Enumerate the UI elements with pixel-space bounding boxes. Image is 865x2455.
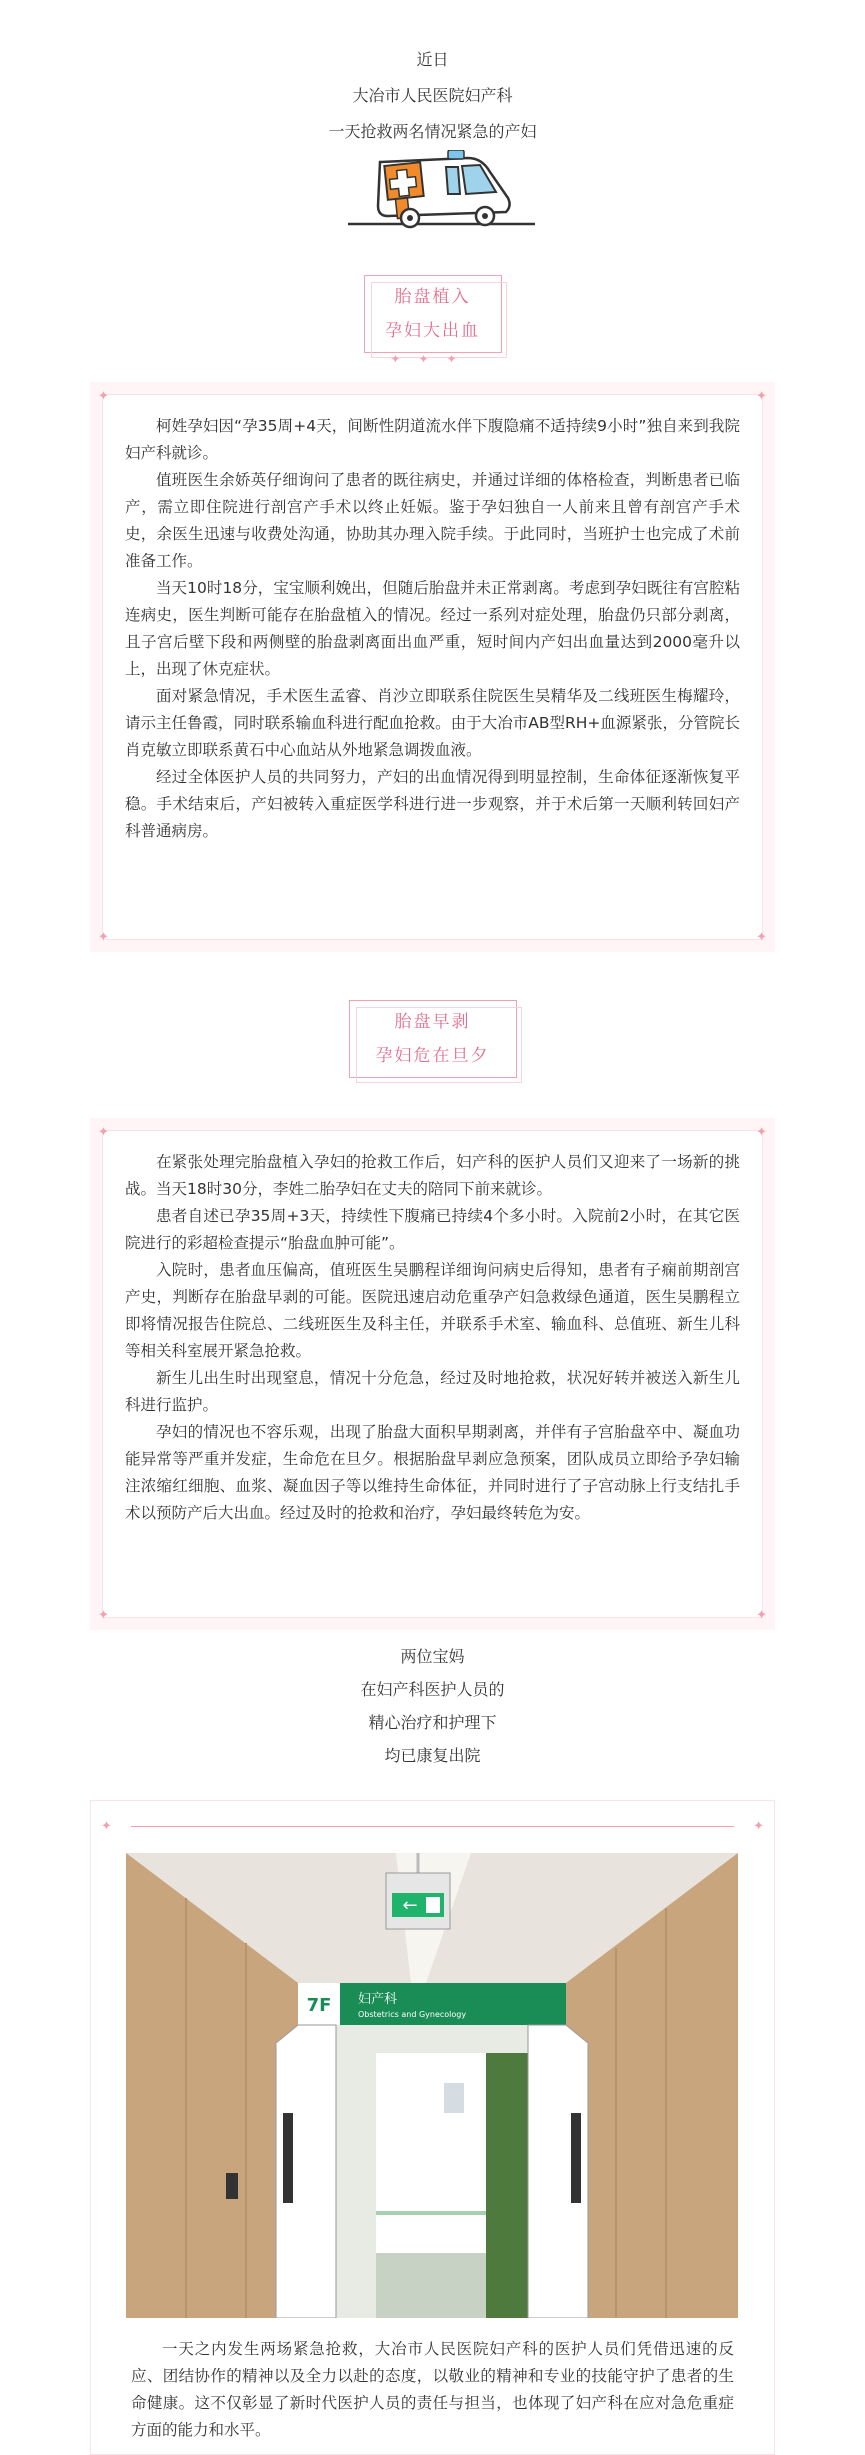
section2-title-line1: 胎盘早剥 bbox=[394, 1012, 471, 1032]
section1-paragraph: 经过全体医护人员的共同努力，产妇的出血情况得到明显控制，生命体征逐渐恢复平稳。手术结束后，产妇被转入重症医学科进行进一步观察，并于术后第一天顺利转回妇产科普通病房。 bbox=[125, 768, 740, 840]
intro-line-2: 大冶市人民医院妇产科 bbox=[352, 86, 513, 105]
section2-paragraph: 患者自述已孕35周+3天，持续性下腹痛已持续4个多小时。入院前2小时，在其它医院进行的彩超检查提示“胎盘血肿可能”。 bbox=[125, 1207, 740, 1252]
star-icon: ✦ bbox=[756, 930, 767, 945]
closing-line-1: 两位宝妈 bbox=[400, 1647, 465, 1666]
closing-line-4: 均已康复出院 bbox=[384, 1746, 481, 1765]
section2-card-inner bbox=[102, 1130, 763, 1618]
photo-illustration bbox=[126, 1853, 738, 2318]
exit-sign-arrow: ← bbox=[402, 1895, 418, 1916]
section2-paragraph: 入院时，患者血压偏高，值班医生吴鹏程详细询问病史后得知，患者有子痫前期剖宫产史，判断存在胎盘早剥的可能。医院迅速启动危重孕产妇急救绿色通道，医生吴鹏程立即将情况报告住院总、二线班医生及科主任，并联系手术室、输血科、总值班、新生儿科等相关科室展开紧急抢救。 bbox=[125, 1261, 740, 1360]
section1-title-line2: 孕妇大出血 bbox=[385, 321, 480, 341]
section2-paragraph: 孕妇的情况也不容乐观，出现了胎盘大面积早期剥离，并伴有子宫胎盘卒中、凝血功能异常等严重并发症，生命危在旦夕。根据胎盘早剥应急预案，团队成员立即给予孕妇输注浓缩红细胞、血浆、凝血因子等以维持生命体征，并同时进行了子宫动脉上行支结扎手术以预防产后大出血。经过及时的抢救和治疗，孕妇最终转危为安。 bbox=[125, 1423, 740, 1522]
section1-title-line1: 胎盘植入 bbox=[394, 287, 471, 307]
section2-title-line2: 孕妇危在旦夕 bbox=[375, 1046, 490, 1066]
section2-title-box bbox=[349, 1000, 517, 1078]
section1-paragraph: 值班医生余娇英仔细询问了患者的既往病史，并通过详细的体格检查，判断患者已临产，需立即住院进行剖宫产手术以终止妊娠。鉴于孕妇独自一人前来且曾有剖宫产手术史，余医生迅速与收费处沟通，协助其办理入院手续。于此同时，当班护士也完成了术前准备工作。 bbox=[125, 471, 740, 570]
department-name-cn: 妇产科 bbox=[358, 1992, 398, 2007]
closing-block bbox=[0, 1640, 865, 1772]
intro-line-1: 近日 bbox=[416, 50, 449, 69]
divider bbox=[131, 1826, 734, 1827]
star-icon: ✦ bbox=[98, 389, 109, 404]
star-icon: ✦ bbox=[756, 1608, 767, 1623]
section2-paragraph: 在紧张处理完胎盘植入孕妇的抢救工作后，妇产科的医护人员们又迎来了一场新的挑战。当天18时30分，李姓二胎孕妇在丈夫的陪同下前来就诊。 bbox=[125, 1153, 740, 1198]
star-icon: ✦ bbox=[98, 930, 109, 945]
star-icon: ✦ bbox=[756, 389, 767, 404]
intro-line-3: 一天抢救两名情况紧急的产妇 bbox=[328, 122, 537, 141]
section1-paragraph: 柯姓孕妇因“孕35周+4天，间断性阴道流水伴下腹隐痛不适持续9小时”独自来到我院妇产科就诊。 bbox=[125, 417, 740, 462]
star-icon: ✦ bbox=[98, 1125, 109, 1140]
ambulance-icon bbox=[340, 150, 540, 230]
section1-card-inner bbox=[102, 394, 763, 940]
section2-card bbox=[90, 1118, 775, 1630]
department-name-en: Obstetrics and Gynecology bbox=[358, 2010, 467, 2019]
floor-label: 7F bbox=[306, 1995, 332, 2016]
section2-paragraph: 新生儿出生时出现窒息，情况十分危急，经过及时地抢救，状况好转并被送入新生儿科进行监护。 bbox=[125, 1369, 740, 1414]
hospital-corridor-photo bbox=[126, 1853, 738, 2318]
section1-paragraph: 面对紧急情况，手术医生孟睿、肖沙立即联系住院医生吴精华及二线班医生梅耀玲，请示主任鲁霞，同时联系输血科进行配血抢救。由于大冶市AB型RH+血源紧张，分管院长肖克敏立即联系黄石中心血站从外地紧急调拨血液。 bbox=[125, 687, 740, 759]
star-icon: ✦ bbox=[101, 1819, 112, 1834]
photo-card bbox=[90, 1800, 775, 2455]
section1-card bbox=[90, 382, 775, 952]
star-icon: ✦ bbox=[98, 1608, 109, 1623]
section1-dots: ✦✦✦ bbox=[390, 352, 475, 366]
section1-paragraph: 当天10时18分，宝宝顺利娩出，但随后胎盘并未正常剥离。考虑到孕妇既往有宫腔粘连病史，医生判断可能存在胎盘植入的情况。经过一系列对症处理，胎盘仍只部分剥离，且子宫后壁下段和两侧壁的胎盘剥离面出血严重，短时间内产妇出血量达到2000毫升以上，出现了休克症状。 bbox=[125, 579, 740, 678]
closing-line-3: 精心治疗和护理下 bbox=[368, 1713, 497, 1732]
closing-line-2: 在妇产科医护人员的 bbox=[360, 1680, 505, 1699]
star-icon: ✦ bbox=[753, 1819, 764, 1834]
intro-block bbox=[0, 42, 865, 150]
star-icon: ✦ bbox=[756, 1125, 767, 1140]
section1-title-box bbox=[364, 275, 502, 353]
closing-paragraph: 一天之内发生两场紧急抢救，大冶市人民医院妇产科的医护人员们凭借迅速的反应、团结协作的精神以及全力以赴的态度，以敬业的精神和专业的技能守护了患者的生命健康。这不仅彰显了新时代医护人员的责任与担当，也体现了妇产科在应对急危重症方面的能力和水平。 bbox=[131, 2340, 734, 2439]
